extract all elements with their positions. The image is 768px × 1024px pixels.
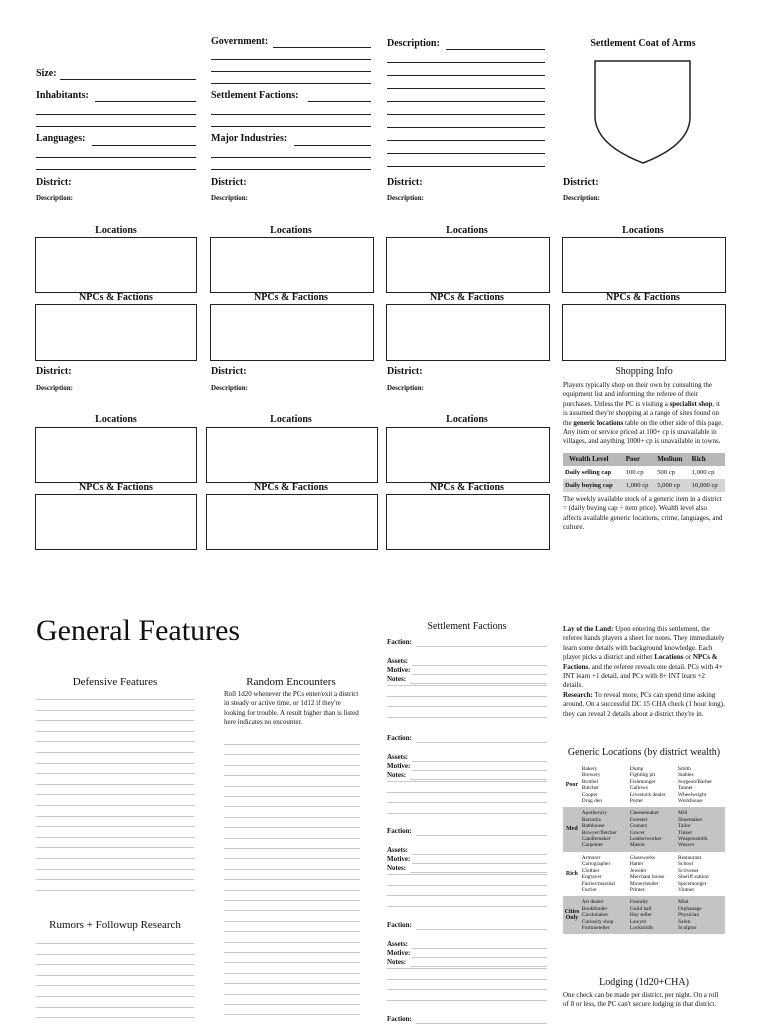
writing-line[interactable]: [36, 752, 194, 753]
writing-line[interactable]: [412, 854, 547, 855]
location-list: [677, 763, 725, 807]
government-line[interactable]: [273, 47, 371, 48]
generic-locations-title: Generic Locations (by district wealth): [567, 747, 721, 758]
npcs-factions-box[interactable]: [210, 304, 374, 361]
assets_label-label: Assets:: [387, 657, 408, 665]
npcs-factions-box[interactable]: [386, 304, 550, 361]
district-label: District:: [36, 366, 72, 377]
writing-line[interactable]: [36, 784, 194, 785]
locations-label: Locations: [270, 414, 312, 425]
writing-line[interactable]: [387, 802, 547, 803]
locations-label: Locations: [270, 225, 312, 236]
location-list: [677, 807, 725, 851]
writing-line[interactable]: [224, 817, 360, 818]
location-item: Printer: [629, 886, 645, 893]
defensive-features-title: Defensive Features: [72, 676, 158, 688]
location-item: Moneylender: [629, 880, 659, 887]
location-item: Cheesemaker: [629, 810, 659, 817]
writing-line[interactable]: [412, 674, 547, 675]
description-line[interactable]: [387, 127, 545, 128]
npcs-factions-label: NPCs & Factions: [606, 292, 680, 303]
general-features-title: General Features: [36, 614, 241, 647]
location-item: School: [678, 861, 694, 868]
languages-line[interactable]: [36, 169, 196, 170]
writing-line[interactable]: [36, 847, 194, 848]
writing-line[interactable]: [36, 741, 194, 742]
size-label: Size:: [36, 68, 57, 79]
locations-box[interactable]: [386, 427, 550, 483]
locations-box[interactable]: [562, 237, 726, 293]
shopping-caps-table: [563, 453, 725, 492]
shopping-info-panel: [563, 366, 725, 532]
location-item: Glassworks: [629, 854, 656, 861]
locations-label: Locations: [446, 225, 488, 236]
writing-line[interactable]: [36, 816, 194, 817]
writing-line[interactable]: [36, 943, 194, 944]
factions-line[interactable]: [211, 126, 371, 127]
wealth-tier-label: Med: [563, 807, 581, 851]
npcs-factions-box[interactable]: [562, 304, 726, 361]
location-item: Spicemonger: [678, 880, 707, 887]
location-item: Forester: [629, 816, 648, 823]
writing-line[interactable]: [224, 994, 360, 995]
npcs-factions-label: NPCs & Factions: [79, 482, 153, 493]
locations-box[interactable]: [35, 427, 197, 483]
writing-line[interactable]: [36, 763, 194, 764]
writing-line[interactable]: [224, 973, 360, 974]
writing-line[interactable]: [224, 900, 360, 901]
locations-box[interactable]: [206, 427, 378, 483]
location-item: Porter: [629, 798, 644, 805]
writing-line[interactable]: [224, 754, 360, 755]
description-line[interactable]: [387, 88, 545, 89]
location-item: Vintner: [678, 886, 695, 893]
locations-box[interactable]: [386, 237, 550, 293]
location-item: Fortuneteller: [581, 924, 610, 931]
description-line[interactable]: [387, 75, 545, 76]
description-line[interactable]: [387, 101, 545, 102]
location-item: Engraver: [581, 874, 602, 881]
writing-line[interactable]: [36, 890, 194, 891]
locations-box[interactable]: [210, 237, 374, 293]
writing-line[interactable]: [36, 985, 194, 986]
table-header: Rich: [690, 453, 725, 466]
languages-label: Languages:: [36, 133, 86, 144]
size-line[interactable]: [60, 79, 196, 80]
wealth-tier-label: Rich: [565, 870, 578, 877]
settlement-factions-label: Settlement Factions:: [211, 90, 299, 101]
government-line[interactable]: [211, 59, 371, 60]
description-line[interactable]: [387, 114, 545, 115]
location-item: Candlemaker: [581, 836, 611, 843]
location-item: Granary: [629, 823, 648, 830]
writing-line[interactable]: [387, 874, 547, 875]
writing-line[interactable]: [36, 731, 194, 732]
notes_label-label: Notes:: [387, 675, 407, 683]
district-label: District:: [387, 177, 423, 188]
table-row: [563, 852, 725, 896]
description-line[interactable]: [446, 49, 545, 50]
description-line[interactable]: [387, 153, 545, 154]
writing-line[interactable]: [387, 685, 547, 686]
writing-line[interactable]: [224, 744, 360, 745]
location-item: Restaurant: [678, 854, 702, 861]
location-item: Orphanage: [678, 905, 702, 912]
district-description-label: Description:: [36, 384, 73, 392]
writing-line[interactable]: [412, 761, 547, 762]
assets_label-label: Assets:: [387, 940, 408, 948]
writing-line[interactable]: [224, 838, 360, 839]
location-item: Mill: [678, 810, 688, 817]
writing-line[interactable]: [387, 792, 547, 793]
district-description-label: Description:: [211, 194, 248, 202]
industries-line[interactable]: [211, 169, 371, 170]
location-item: Fishmonger: [629, 778, 656, 785]
writing-line[interactable]: [36, 826, 194, 827]
locations-label: Locations: [95, 414, 137, 425]
writing-line[interactable]: [36, 964, 194, 965]
writing-line[interactable]: [36, 1007, 194, 1008]
district-description-label: Description:: [387, 384, 424, 392]
writing-line[interactable]: [36, 794, 194, 795]
location-item: Scrivener: [678, 867, 699, 874]
coat-of-arms-label: Settlement Coat of Arms: [590, 38, 696, 49]
inhabitants-label: Inhabitants:: [36, 90, 89, 101]
location-item: Mint: [678, 899, 689, 906]
faction_label-label: Faction:: [387, 638, 412, 646]
location-item: Livestock dealer: [629, 791, 666, 798]
district-description-label: Description:: [36, 194, 73, 202]
location-item: Stables: [678, 772, 694, 779]
location-item: Drug den: [581, 798, 603, 805]
location-list: [581, 763, 629, 807]
writing-line[interactable]: [416, 929, 547, 930]
writing-line[interactable]: [416, 646, 547, 647]
table-cell: 1,000 cp: [624, 479, 655, 492]
writing-line[interactable]: [387, 1000, 547, 1001]
writing-line[interactable]: [387, 813, 547, 814]
location-list: [629, 896, 677, 934]
writing-line[interactable]: [36, 879, 194, 880]
location-list: [581, 807, 629, 851]
location-list: [629, 852, 677, 896]
coat-of-arms-shield-icon[interactable]: [594, 59, 692, 165]
writing-line[interactable]: [387, 781, 547, 782]
district-label: District:: [36, 177, 72, 188]
writing-line[interactable]: [224, 848, 360, 849]
writing-line[interactable]: [224, 921, 360, 922]
writing-line[interactable]: [36, 837, 194, 838]
npcs-factions-box[interactable]: [35, 304, 197, 361]
lodging-title: Lodging (1d20+CHA): [599, 977, 689, 988]
npcs-factions-label: NPCs & Factions: [79, 292, 153, 303]
location-item: Sheriff station: [678, 874, 709, 881]
table-cell: Daily buying cap: [563, 479, 624, 492]
writing-line[interactable]: [412, 770, 547, 771]
writing-line[interactable]: [36, 1017, 194, 1018]
writing-line[interactable]: [387, 906, 547, 907]
rumors-title: Rumors + Followup Research: [49, 919, 181, 931]
locations-label: Locations: [95, 225, 137, 236]
writing-line[interactable]: [416, 835, 547, 836]
notes_label-label: Notes:: [387, 958, 407, 966]
writing-line[interactable]: [224, 869, 360, 870]
district-description-label: Description:: [211, 384, 248, 392]
writing-line[interactable]: [36, 805, 194, 806]
writing-line[interactable]: [224, 775, 360, 776]
writing-line[interactable]: [224, 931, 360, 932]
location-item: Dump: [629, 766, 644, 772]
location-item: Tanner: [678, 785, 693, 792]
languages-line[interactable]: [92, 145, 196, 146]
location-item: Fighting pit: [629, 772, 656, 779]
wealth-tier-label: Cities Only: [563, 896, 581, 934]
location-item: Tinker: [678, 829, 693, 836]
district-description-label: Description:: [387, 194, 424, 202]
factions-line[interactable]: [308, 101, 371, 102]
industries-line[interactable]: [294, 145, 371, 146]
writing-line[interactable]: [410, 683, 547, 684]
writing-line[interactable]: [387, 989, 547, 990]
writing-line[interactable]: [387, 696, 547, 697]
location-item: Guild hall: [629, 905, 652, 912]
table-row: [563, 763, 725, 807]
table-cell: 5,000 cp: [655, 479, 689, 492]
assets_label-label: Assets:: [387, 846, 408, 854]
writing-line[interactable]: [224, 1004, 360, 1005]
writing-line[interactable]: [224, 796, 360, 797]
location-item: Gallows: [629, 785, 648, 792]
location-item: Weaver: [678, 842, 695, 849]
writing-line[interactable]: [410, 966, 547, 967]
writing-line[interactable]: [410, 779, 547, 780]
motive_label-label: Motive:: [387, 855, 411, 863]
writing-line[interactable]: [224, 983, 360, 984]
table-cell: 10,000 cp: [690, 479, 725, 492]
npcs-factions-label: NPCs & Factions: [430, 482, 504, 493]
location-item: Physician: [678, 912, 700, 919]
writing-line[interactable]: [387, 706, 547, 707]
npcs-factions-label: NPCs & Factions: [254, 292, 328, 303]
location-item: Locksmith: [629, 924, 653, 931]
location-item: Wheelwright: [678, 791, 707, 798]
table-cell: 1,000 cp: [691, 468, 715, 476]
writing-line[interactable]: [36, 710, 194, 711]
location-item: Barracks: [581, 816, 601, 823]
assets_label-label: Assets:: [387, 753, 408, 761]
location-item: Cooper: [581, 791, 598, 798]
location-item: Armorer: [581, 854, 601, 861]
location-item: Cartographer: [581, 861, 611, 868]
shopping-info-note: The weekly available stock of a generic item in a district = (daily buying cap ÷ item price). Wealth level also affects available generic locations, crime, languages, and culture.: [563, 494, 723, 532]
location-item: Jeweler: [629, 867, 647, 874]
notes_label-label: Notes:: [387, 771, 407, 779]
location-item: Butcher: [581, 785, 599, 792]
location-item: Shoemaker: [678, 816, 703, 823]
writing-line[interactable]: [412, 665, 547, 666]
locations-label: Locations: [622, 225, 664, 236]
writing-line[interactable]: [36, 869, 194, 870]
table-cell: 100 cp: [625, 468, 644, 476]
location-list: [629, 807, 677, 851]
location-list: [581, 852, 629, 896]
writing-line[interactable]: [224, 910, 360, 911]
writing-line[interactable]: [224, 827, 360, 828]
locations-label: Locations: [446, 414, 488, 425]
writing-line[interactable]: [412, 948, 547, 949]
government-line[interactable]: [211, 71, 371, 72]
writing-line[interactable]: [387, 895, 547, 896]
location-item: Furrier: [581, 886, 597, 893]
inhabitants-line[interactable]: [36, 114, 196, 115]
inhabitants-line[interactable]: [36, 126, 196, 127]
district-label: District:: [211, 366, 247, 377]
languages-line[interactable]: [36, 157, 196, 158]
random-encounters-title: Random Encounters: [246, 676, 336, 688]
location-item: Bowyer/fletcher: [581, 829, 617, 836]
locations-box[interactable]: [35, 237, 197, 293]
description-line[interactable]: [387, 62, 545, 63]
writing-line[interactable]: [410, 872, 547, 873]
district-label: District:: [211, 177, 247, 188]
government-line[interactable]: [211, 83, 371, 84]
motive_label-label: Motive:: [387, 666, 411, 674]
writing-line[interactable]: [387, 885, 547, 886]
location-list: [677, 896, 725, 934]
writing-line[interactable]: [36, 773, 194, 774]
motive_label-label: Motive:: [387, 949, 411, 957]
district-label: District:: [563, 177, 599, 188]
npcs-factions-box[interactable]: [386, 494, 550, 550]
writing-line[interactable]: [36, 720, 194, 721]
location-list: [677, 852, 725, 896]
writing-line[interactable]: [224, 942, 360, 943]
faction_label-label: Faction:: [387, 921, 412, 929]
writing-line[interactable]: [36, 858, 194, 859]
table-row: [563, 896, 725, 934]
random-encounters-text: Roll 1d20 whenever the PCs enter/exit a district in steady or active time, or 1d12 if they're looking for trouble. A result higher than is listed here indicates no encounter.: [224, 690, 359, 727]
description-label: Description:: [387, 38, 440, 49]
location-item: Brothel: [581, 778, 598, 785]
location-item: Workhouse: [678, 798, 703, 805]
location-item: Hatter: [629, 861, 644, 868]
table-header: Wealth Level: [563, 453, 624, 466]
writing-line[interactable]: [224, 806, 360, 807]
location-item: Carpenter: [581, 842, 604, 849]
faction_label-label: Faction:: [387, 734, 412, 742]
location-item: Clothier: [581, 867, 600, 874]
writing-line[interactable]: [412, 957, 547, 958]
location-item: Bookbinder: [581, 905, 608, 912]
shopping-info-text: Players typically shop on their own by consulting the equipment list and informing the referee of their purchases. Unless the PC is visiting a specialist shop, it is assumed they're shopping at a range of sites found on the generic locations table on the other side of this page. Any item or service priced at 100+ cp is unavailable in villages, and anything 1000+ cp is unavailable in towns.: [563, 381, 724, 446]
industries-line[interactable]: [211, 157, 371, 158]
writing-line[interactable]: [224, 952, 360, 953]
faction_label-label: Faction:: [387, 827, 412, 835]
npcs-factions-label: NPCs & Factions: [254, 482, 328, 493]
location-item: Farrier/marshal: [581, 880, 616, 887]
table-header: Poor: [624, 453, 655, 466]
notes_label-label: Notes:: [387, 864, 407, 872]
npcs-factions-box[interactable]: [35, 494, 197, 550]
writing-line[interactable]: [416, 742, 547, 743]
location-item: Mason: [629, 842, 645, 849]
location-item: Tailor: [678, 823, 691, 830]
writing-line[interactable]: [36, 699, 194, 700]
writing-line[interactable]: [224, 879, 360, 880]
writing-line[interactable]: [224, 890, 360, 891]
motive_label-label: Motive:: [387, 762, 411, 770]
writing-line[interactable]: [36, 975, 194, 976]
settlement-factions-title: Settlement Factions: [427, 621, 507, 632]
location-item: Merchant house: [629, 874, 665, 881]
npcs-factions-label: NPCs & Factions: [430, 292, 504, 303]
location-item: Smith: [678, 766, 691, 772]
table-cell: Daily selling cap: [565, 468, 612, 476]
writing-line[interactable]: [224, 962, 360, 963]
writing-line[interactable]: [224, 1014, 360, 1015]
writing-line[interactable]: [224, 765, 360, 766]
description-line[interactable]: [387, 140, 545, 141]
location-item: Weaponsmith: [678, 836, 708, 843]
location-item: Salon: [678, 918, 691, 925]
table-header: Medium: [655, 453, 689, 466]
shopping-info-title: Shopping Info: [615, 366, 673, 377]
writing-line[interactable]: [224, 786, 360, 787]
location-item: Art dealer: [581, 899, 604, 906]
location-item: Sculptor: [678, 924, 697, 931]
location-item: Brewery: [581, 772, 601, 779]
location-item: Apothecary: [581, 810, 607, 817]
government-label: Government:: [211, 36, 269, 47]
lay-of-the-land-text: Lay of the Land: Upon entering this settlement, the referee hands players a sheet for notes. They immediately learn some details with background knowledge. Each player picks a district and either Locations or NPCs & Factions, and the referee reveals one detail. PCs with 4+ INT learn +1 detail, and PCs with 8+ INT learn +2 details. Research: To reveal more, PCs can spend time asking around. On a successful DC 15 CHA check (1 hour long), they can reveal 2 details about a district they're in.: [563, 625, 725, 718]
lodging-text: One check can be made per district, per night. On a roll of 8 or less, the PC can't secure lodging in that district.: [563, 991, 719, 1009]
writing-line[interactable]: [387, 968, 547, 969]
major-industries-label: Major Industries:: [211, 133, 288, 144]
location-item: Surgeon/Barber: [678, 778, 713, 785]
location-item: Hay seller: [629, 912, 652, 919]
description-line[interactable]: [387, 166, 545, 167]
location-item: Clockmaker: [581, 912, 609, 919]
location-list: [629, 763, 677, 807]
location-item: Foundry: [629, 899, 649, 906]
wealth-tier-label: Poor: [565, 782, 579, 789]
inhabitants-line[interactable]: [95, 101, 196, 102]
location-item: Lawyer: [629, 918, 647, 925]
location-item: Bakery: [581, 766, 598, 772]
table-cell: 500 cp: [657, 468, 675, 476]
location-list: [581, 896, 629, 934]
writing-line[interactable]: [412, 863, 547, 864]
writing-line[interactable]: [387, 717, 547, 718]
generic-locations-table: [563, 763, 725, 934]
location-item: Grocer: [629, 829, 645, 836]
district-label: District:: [387, 366, 423, 377]
factions-line[interactable]: [211, 114, 371, 115]
npcs-factions-box[interactable]: [206, 494, 378, 550]
writing-line[interactable]: [36, 996, 194, 997]
faction_label-label: Faction:: [387, 1015, 412, 1023]
writing-line[interactable]: [224, 858, 360, 859]
location-item: Bathhouse: [581, 823, 605, 830]
district-description-label: Description:: [563, 194, 600, 202]
writing-line[interactable]: [387, 979, 547, 980]
location-item: Leatherworker: [629, 836, 662, 843]
writing-line[interactable]: [36, 954, 194, 955]
location-item: Curiosity shop: [581, 918, 614, 925]
table-row: [563, 807, 725, 851]
